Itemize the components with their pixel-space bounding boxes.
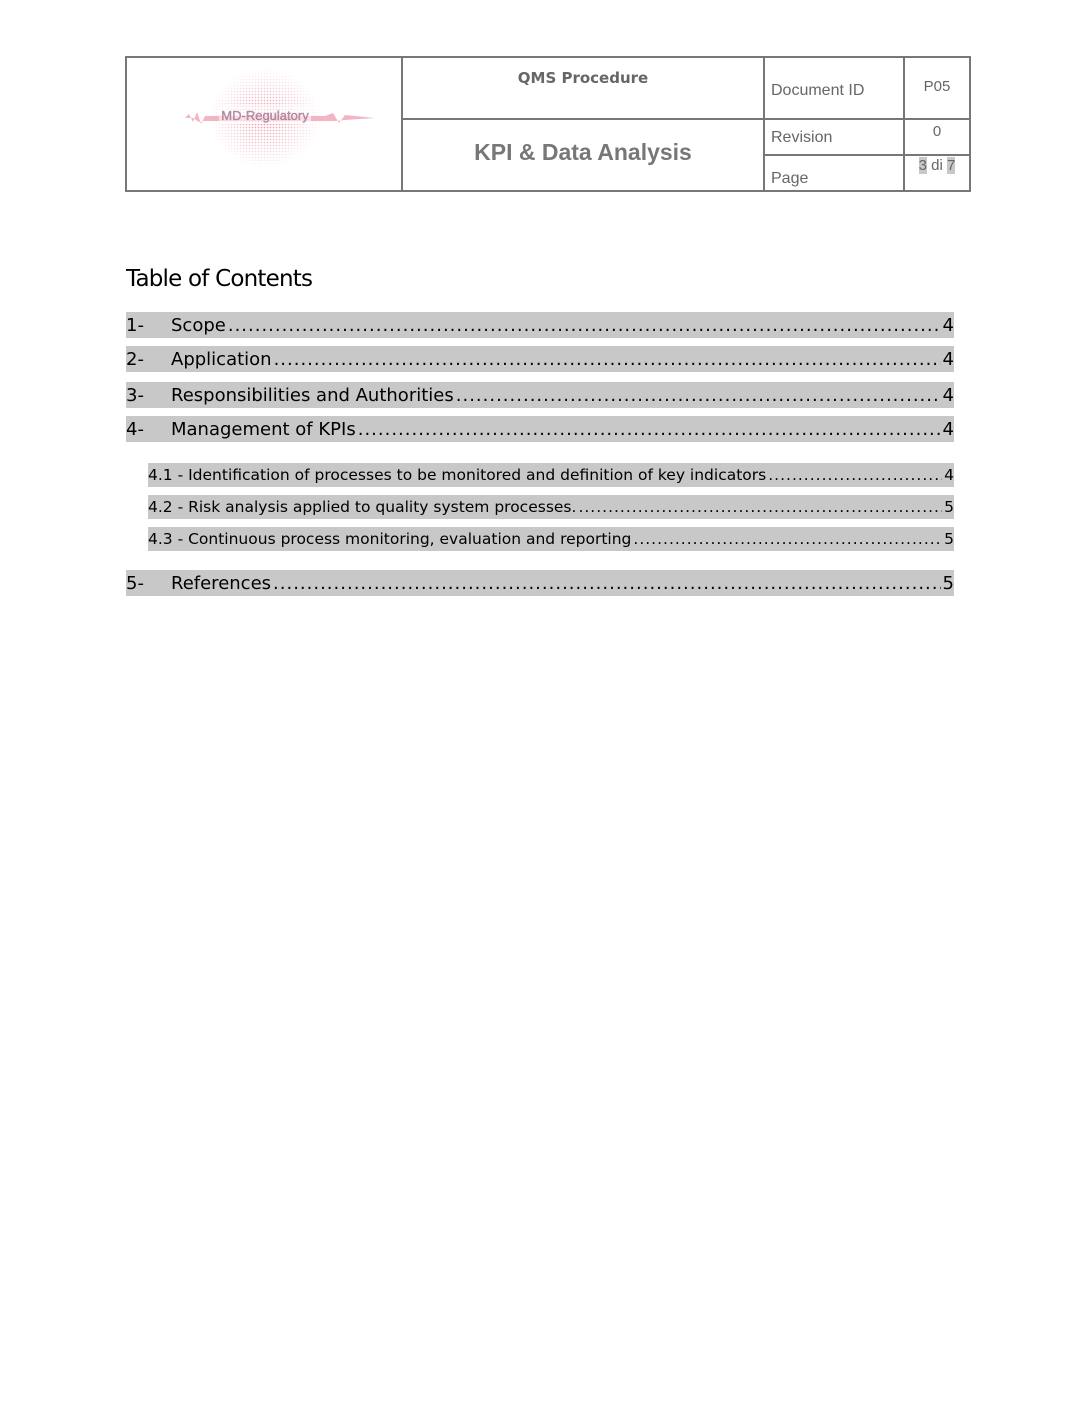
page-value-cell (905, 156, 969, 190)
document-title: KPI & Data Analysis (474, 139, 692, 165)
toc-subentry-text: 4.3 - Continuous process monitoring, evaluation and reporting (148, 530, 632, 548)
page-number (905, 157, 969, 174)
svg-text:MD-Regulatory: MD-Regulatory (221, 108, 309, 123)
procedure-cell (403, 58, 765, 120)
toc-entry-number: 3- (126, 384, 144, 406)
toc-subentry-4-1[interactable] (148, 463, 954, 487)
document-id-label-cell (765, 58, 905, 120)
toc-subentry-page: 4 (944, 466, 954, 484)
revision-value: 0 (932, 123, 942, 140)
document-id-label: Document ID (771, 82, 865, 99)
toc-leader-dots (633, 530, 942, 548)
md-regulatory-logo (155, 66, 375, 170)
toc-entry-page: 5 (942, 572, 954, 594)
document-id-value: P05 (923, 78, 951, 95)
document-header (125, 56, 971, 192)
page-total: 7 (947, 157, 956, 174)
toc-entry-text: Application (171, 348, 272, 370)
toc-entry-number: 5- (126, 572, 144, 594)
toc-leader-dots (228, 315, 941, 336)
toc-subentry-text: 4.2 - Risk analysis applied to quality system processes. (148, 498, 577, 516)
toc-entry-text: Responsibilities and Authorities (171, 384, 454, 406)
title-cell (403, 120, 765, 190)
toc-entry-page: 4 (942, 384, 954, 406)
toc-subentry-page: 5 (944, 498, 954, 516)
toc-leader-dots (456, 385, 941, 406)
toc-entry-text: Management of KPIs (171, 418, 356, 440)
toc-entry-text: References (171, 572, 272, 594)
toc-subentry-4-2[interactable] (148, 495, 954, 519)
toc-entry-page: 4 (942, 348, 954, 370)
toc-entry-scope[interactable] (126, 312, 954, 338)
toc-entry-number: 1- (126, 314, 144, 336)
toc-leader-dots (274, 349, 941, 370)
toc-leader-dots (578, 498, 942, 516)
revision-value-cell (905, 120, 969, 156)
toc-leader-dots (768, 466, 942, 484)
procedure-label: QMS Procedure (517, 69, 649, 87)
revision-label-cell (765, 120, 905, 156)
page-separator: di (931, 157, 943, 174)
toc-entry-application[interactable] (126, 346, 954, 372)
toc-leader-dots (358, 419, 941, 440)
page-label: Page (771, 170, 809, 187)
toc-subentry-text: 4.1 - Identification of processes to be monitored and definition of key indicators (148, 466, 767, 484)
toc-entry-page: 4 (942, 314, 954, 336)
toc-entry-text: Scope (171, 314, 226, 336)
toc-entry-number: 2- (126, 348, 144, 370)
toc-entry-page: 4 (942, 418, 954, 440)
toc-entry-references[interactable] (126, 570, 954, 596)
toc-entry-management-kpis[interactable] (126, 416, 954, 442)
document-id-value-cell (905, 58, 969, 120)
logo-cell (127, 58, 403, 190)
revision-label: Revision (771, 129, 833, 146)
toc-subentry-4-3[interactable] (148, 527, 954, 551)
toc-entry-responsibilities[interactable] (126, 382, 954, 408)
page-label-cell (765, 156, 905, 190)
toc-subentry-page: 5 (944, 530, 954, 548)
toc-title: Table of Contents (126, 266, 313, 292)
toc-leader-dots (273, 573, 941, 594)
page-current: 3 (918, 157, 927, 174)
toc-entry-number: 4- (126, 418, 144, 440)
